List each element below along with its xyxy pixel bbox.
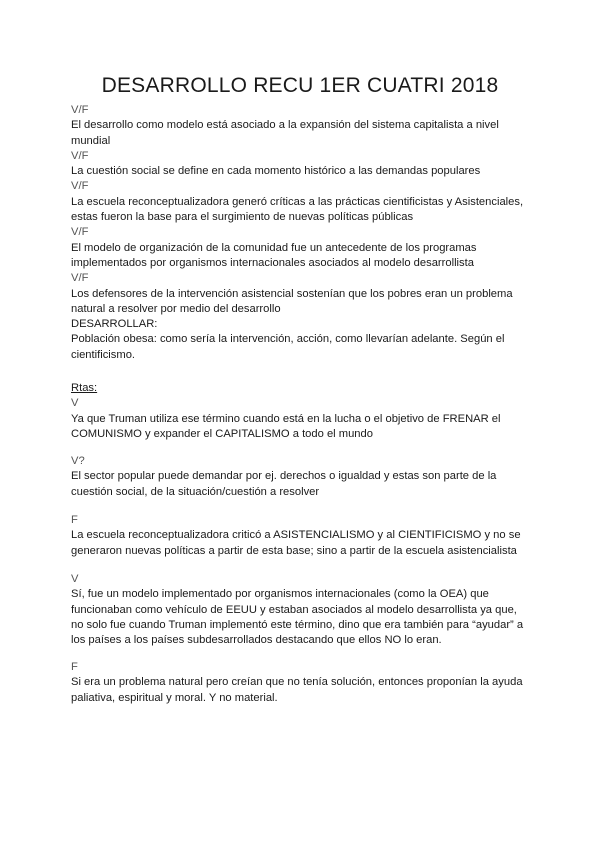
question-2-line-1: La cuestión social se define en cada momento histórico a las demandas populares <box>71 165 481 178</box>
answer-5-verdict: F <box>71 661 78 673</box>
answer-5-line-2: paliativa, espiritual y moral. Y no material. <box>71 691 278 704</box>
question-1-line-2: mundial <box>71 134 111 147</box>
question-3-line-2: estas fueron la base para el surgimiento de nuevas políticas públicas <box>71 211 414 224</box>
answer-1-verdict: V <box>71 397 79 410</box>
question-5-label: V/F <box>71 272 89 285</box>
answer-4-line-4: los países a los países subdesarrollados destacando que ellos NO lo eran. <box>71 634 442 647</box>
question-3-label: V/F <box>71 180 89 193</box>
answer-2-verdict: V? <box>71 455 85 467</box>
answer-5 <box>71 660 541 706</box>
develop-line-2: cientificismo. <box>71 348 136 361</box>
answer-4-line-2: funcionaban como vehículo de EEUU y estaban asociados al modelo desarrollista ya que, <box>71 603 517 616</box>
answer-2-line-2: cuestión social, de la situación/cuestión a resolver <box>71 485 320 498</box>
answers-heading: Rtas: <box>71 382 98 394</box>
answer-3 <box>71 513 541 559</box>
question-1-label: V/F <box>71 104 89 116</box>
answer-4-line-1: Sí, fue un modelo implementado por organismos internacionales (como la OEA) que <box>71 588 489 601</box>
question-1-line-1: El desarrollo como modelo está asociado a la expansión del sistema capitalista a nivel <box>71 119 499 132</box>
question-4-line-1: El modelo de organización de la comunidad fue un antecedente de los programas <box>71 241 477 254</box>
question-2-label: V/F <box>71 149 89 162</box>
answer-3-verdict: F <box>71 514 78 526</box>
answers-heading-block <box>71 381 541 442</box>
answer-4-verdict: V <box>71 573 79 585</box>
answer-1-line-1: Ya que Truman utiliza ese término cuando está en la lucha o el objetivo de FRENAR el <box>71 412 501 425</box>
question-5-line-2: natural a resolver por medio del desarrollo <box>71 302 281 315</box>
answer-1-line-2: COMUNISMO y expander el CAPITALISMO a todo el mundo <box>71 427 373 440</box>
answer-2 <box>71 454 541 500</box>
develop-line-1: Población obesa: como sería la intervención, acción, como llevarían adelante. Según el <box>71 333 505 346</box>
answer-3-line-2: generaron nuevas políticas a partir de esta base; sino a partir de la escuela asistencialista <box>71 544 517 557</box>
questions-section <box>71 103 541 363</box>
answer-4 <box>71 572 541 648</box>
document-title: DESARROLLO RECU 1ER CUATRI 2018 <box>101 74 499 97</box>
question-4-line-2: implementados por organismos internacionales asociados al modelo desarrollista <box>71 256 474 269</box>
answer-5-line-1: Si era un problema natural pero creían que no tenía solución, entonces proponían la ayuda <box>71 676 523 689</box>
question-3-line-1: La escuela reconceptualizadora generó críticas a las prácticas cientificistas y Asistenciales, <box>71 195 524 208</box>
answer-2-line-1: El sector popular puede demandar por ej. derechos o igualdad y estas son parte de la <box>71 470 497 483</box>
question-5-line-1: Los defensores de la intervención asistencial sostenían que los pobres eran un problema <box>71 287 513 300</box>
answer-3-line-1: La escuela reconceptualizadora criticó a ASISTENCIALISMO y al CIENTIFICISMO y no se <box>71 529 521 542</box>
develop-label: DESARROLLAR: <box>71 318 158 331</box>
answer-4-line-3: no solo fue cuando Truman implementó este término, dino que era también para “ayudar” a <box>71 618 524 631</box>
question-4-label: V/F <box>71 226 89 239</box>
